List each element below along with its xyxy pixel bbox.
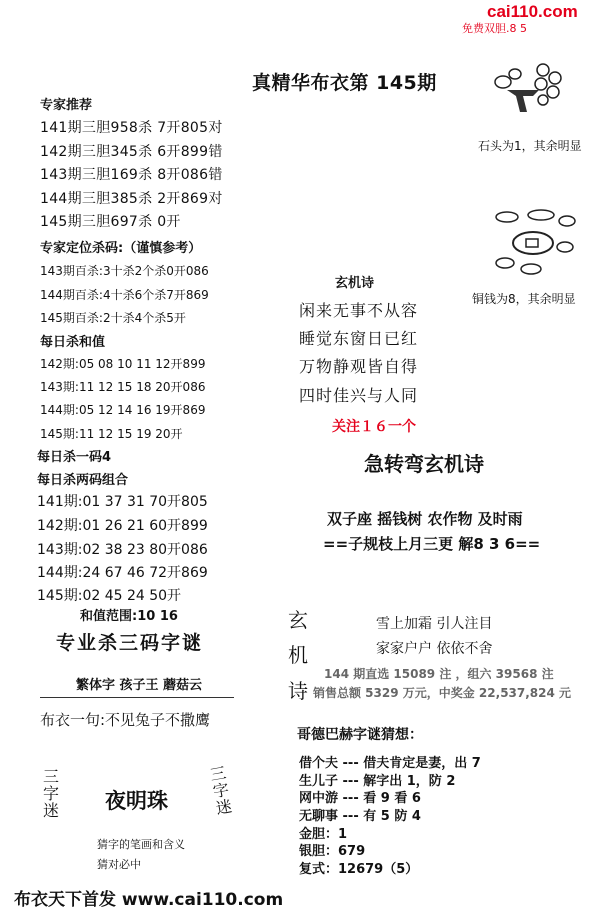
gode-row: 生儿子 --- 解字出 1，防 2 — [299, 774, 456, 789]
section-divider — [40, 697, 234, 698]
poem-line: 睡觉东窗日已红 — [299, 329, 419, 348]
position-kill-heading: 专家定位杀码:（谨慎参考） — [40, 241, 202, 256]
three-char-right-label: 三字迷 — [208, 763, 234, 818]
three-char-word: 夜明珠 — [105, 789, 168, 813]
expert-row: 142期三胆345杀 6开899错 — [40, 144, 223, 160]
gode-heading: 哥德巴赫字谜猜想： — [297, 727, 423, 743]
riddle-title: 专业杀三码字谜 — [56, 632, 204, 654]
jizhuan-line: ==子规枝上月三更 解8 3 6== — [323, 535, 541, 553]
coins-picture — [493, 205, 578, 280]
sales-stats: 144 期直选 15089 注 ，组六 39568 注 — [324, 667, 554, 681]
riddle-subtitle: 繁体字 孩子王 蘑菇云 — [76, 678, 203, 693]
xuanji-line: 家家户户 依依不舍 — [376, 641, 493, 657]
two-code-row: 143期:02 38 23 80开086 — [37, 542, 208, 558]
stone-caption: 石头为1，其余明显 — [478, 139, 582, 153]
poem-line: 闲来无事不从容 — [299, 301, 419, 320]
two-code-row: 144期:24 67 46 72开869 — [37, 565, 208, 581]
coins-caption: 铜钱为8，其余明显 — [472, 292, 576, 306]
jizhuan-line: 双子座 摇钱树 农作物 及时雨 — [327, 510, 523, 528]
two-code-row: 141期:01 37 31 70开805 — [37, 494, 208, 510]
position-kill-row: 143期百杀:3十杀2个杀0开086 — [40, 264, 209, 278]
page-title: 真精华布衣第 145期 — [252, 72, 437, 94]
expert-row: 144期三胆385杀 2开869对 — [40, 191, 223, 207]
two-code-heading: 每日杀两码组合 — [37, 473, 129, 488]
sales-stats: 销售总额 5329 万元，中奖金 22,537,824 元 — [313, 686, 572, 700]
xuanji-char: 机 — [288, 643, 308, 667]
focus-label: 关注１６一个 — [332, 419, 416, 435]
gode-row: 借个夫 --- 借夫肯定是妻，出 7 — [299, 756, 481, 771]
poem-line: 四时佳兴与人同 — [299, 386, 419, 405]
three-char-left-label: 三字迷 — [42, 767, 59, 820]
daily-sum-row: 143期:11 12 15 18 20开086 — [40, 380, 206, 394]
xuanji-line: 雪上加霜 引人注目 — [376, 616, 493, 632]
brand-subtitle: 免费双胆.8 5 — [462, 22, 527, 35]
expert-row: 143期三胆169杀 8开086错 — [40, 167, 223, 183]
sum-range: 和值范围:10 16 — [80, 609, 178, 624]
three-char-hint: 猜对必中 — [97, 858, 141, 871]
jizhuan-title: 急转弯玄机诗 — [364, 452, 484, 476]
three-char-hint: 猜字的笔画和含义 — [97, 838, 185, 851]
daily-sum-row: 142期:05 08 10 11 12开899 — [40, 357, 206, 371]
gode-row: 网中游 --- 看 9 看 6 — [299, 791, 421, 806]
expert-row: 145期三胆697杀 0开 — [40, 214, 181, 230]
buyi-line: 布衣一句:不见兔子不撒鹰 — [40, 711, 211, 729]
position-kill-row: 145期百杀:2十杀4个杀5开 — [40, 311, 186, 325]
daily-sum-row: 145期:11 12 15 19 20开 — [40, 427, 183, 441]
gode-row: 金胆：1 — [299, 827, 348, 842]
two-code-row: 145期:02 45 24 50开 — [37, 588, 182, 604]
position-kill-row: 144期百杀:4十杀6个杀7开869 — [40, 288, 209, 302]
daily-one-code: 每日杀一码4 — [37, 450, 112, 465]
gode-row: 银胆：679 — [299, 844, 366, 859]
xuanji-char: 玄 — [288, 608, 308, 632]
xuanji-char: 诗 — [288, 679, 308, 703]
two-code-row: 142期:01 26 21 60开899 — [37, 518, 208, 534]
daily-sum-heading: 每日杀和值 — [40, 335, 106, 350]
footer-text: 布衣天下首发 www.cai110.com — [14, 890, 284, 910]
daily-sum-row: 144期:05 12 14 16 19开869 — [40, 403, 206, 417]
poem-heading: 玄机诗 — [335, 276, 375, 291]
brand-logo: cai110.com — [487, 2, 578, 21]
gode-row: 复式：12679（5） — [299, 862, 419, 877]
stone-picture — [493, 60, 573, 130]
poem-line: 万物静观皆自得 — [299, 357, 419, 376]
expert-heading: 专家推荐 — [40, 98, 93, 113]
expert-row: 141期三胆958杀 7开805对 — [40, 120, 223, 136]
gode-row: 无聊事 --- 有 5 防 4 — [299, 809, 421, 824]
